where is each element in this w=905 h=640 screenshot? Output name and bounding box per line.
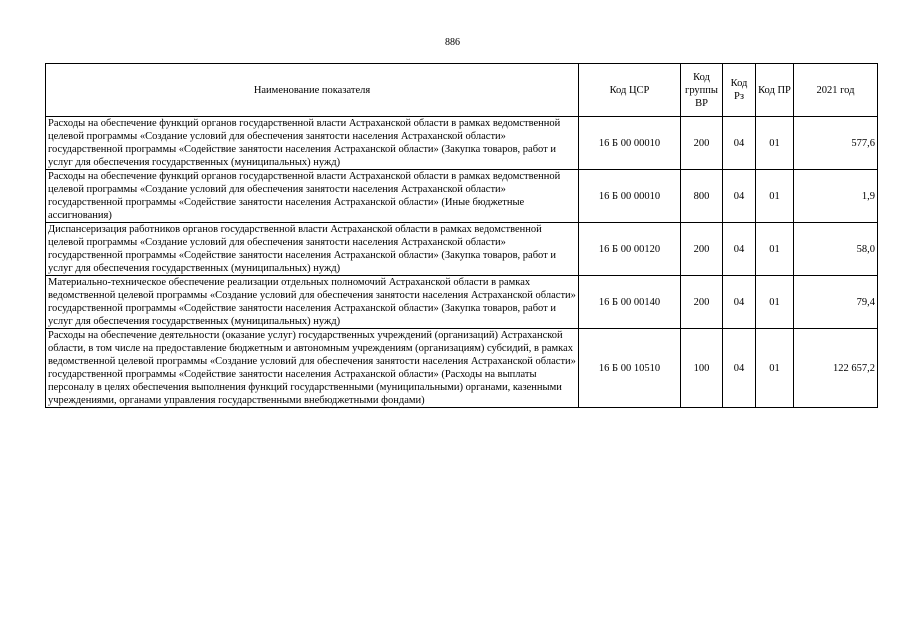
header-csr: Код ЦСР: [579, 64, 681, 117]
row-vr: 100: [681, 329, 723, 408]
header-vr: Код группы ВР: [681, 64, 723, 117]
header-year: 2021 год: [794, 64, 878, 117]
page-number: 886: [445, 37, 460, 48]
row-csr: 16 Б 00 10510: [579, 329, 681, 408]
row-name: Расходы на обеспечение деятельности (оказание услуг) государственных учреждений (организаций) Астраханской области, в том числе на предоставление бюджетным и автономным учреждениям (организациям) субсидий, в рамках ведомственной целевой программы «Создание условий для обеспечения занятости населения Астраханской области» государственной программы «Содействие занятости населения Астраханской области» (Расходы на выплаты персоналу в целях обеспечения выполнения функций государственными (муниципальными) органами, казенными учреждениями, органами управления государственными внебюджетными фондами): [46, 329, 579, 408]
budget-table: [45, 63, 878, 408]
row-vr: 200: [681, 223, 723, 276]
table-row: [46, 117, 878, 170]
row-rz: 04: [723, 223, 756, 276]
row-pr: 01: [756, 276, 794, 329]
header-rz: Код Рз: [723, 64, 756, 117]
table-row: [46, 170, 878, 223]
table-row: [46, 276, 878, 329]
row-amount: 58,0: [794, 223, 878, 276]
row-pr: 01: [756, 223, 794, 276]
table-header-row: [46, 64, 878, 117]
row-csr: 16 Б 00 00120: [579, 223, 681, 276]
row-amount: 122 657,2: [794, 329, 878, 408]
row-csr: 16 Б 00 00010: [579, 117, 681, 170]
row-pr: 01: [756, 117, 794, 170]
row-vr: 800: [681, 170, 723, 223]
row-name: Диспансеризация работников органов государственной власти Астраханской области в рамках ведомственной целевой программы «Создание условий для обеспечения занятости населения Астраханской области» государственной программы «Содействие занятости населения Астраханской области» (Закупка товаров, работ и услуг для обеспечения государственных (муниципальных) нужд): [46, 223, 579, 276]
row-vr: 200: [681, 276, 723, 329]
row-pr: 01: [756, 329, 794, 408]
row-csr: 16 Б 00 00140: [579, 276, 681, 329]
row-csr: 16 Б 00 00010: [579, 170, 681, 223]
row-name: Материально-техническое обеспечение реализации отдельных полномочий Астраханской области в рамках ведомственной целевой программы «Создание условий для обеспечения занятости населения Астраханской области» государственной программы «Содействие занятости населения Астраханской области» (Закупка товаров, работ и услуг для обеспечения государственных (муниципальных) нужд): [46, 276, 579, 329]
row-name: Расходы на обеспечение функций органов государственной власти Астраханской области в рамках ведомственной целевой программы «Создание условий для обеспечения занятости населения Астраханской области» государственной программы «Содействие занятости населения Астраханской области» (Закупка товаров, работ и услуг для обеспечения государственных (муниципальных) нужд): [46, 117, 579, 170]
row-name: Расходы на обеспечение функций органов государственной власти Астраханской области в рамках ведомственной целевой программы «Создание условий для обеспечения занятости населения Астраханской области» государственной программы «Содействие занятости населения Астраханской области» (Иные бюджетные ассигнования): [46, 170, 579, 223]
table-row: [46, 223, 878, 276]
header-name: Наименование показателя: [46, 64, 579, 117]
row-vr: 200: [681, 117, 723, 170]
row-rz: 04: [723, 117, 756, 170]
header-pr: Код ПР: [756, 64, 794, 117]
row-amount: 1,9: [794, 170, 878, 223]
row-amount: 577,6: [794, 117, 878, 170]
row-rz: 04: [723, 276, 756, 329]
row-rz: 04: [723, 329, 756, 408]
row-amount: 79,4: [794, 276, 878, 329]
row-pr: 01: [756, 170, 794, 223]
table-row: [46, 329, 878, 408]
row-rz: 04: [723, 170, 756, 223]
